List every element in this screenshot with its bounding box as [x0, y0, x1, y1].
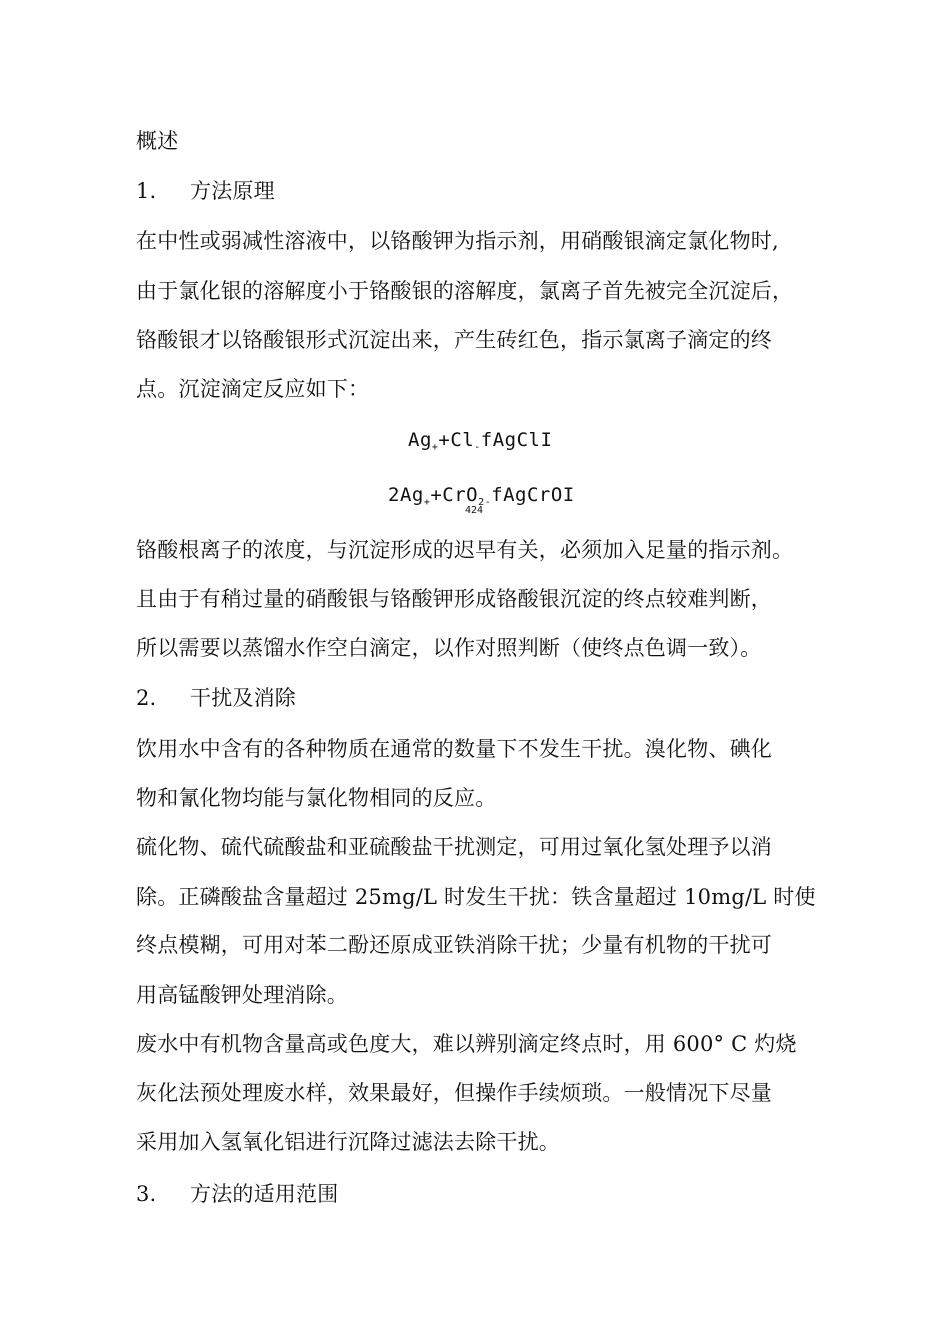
section-1-title: 方法原理 [190, 179, 275, 203]
p5-line-1: 废水中有机物含量高或色度大，难以辨别滴定终点时，用 600° C 灼烧 [136, 1032, 797, 1056]
eq2-subscript-digits: 424 [465, 505, 484, 516]
eq2-silver: 2Ag [388, 484, 424, 506]
eq2-chromate: +CrO [430, 484, 479, 506]
eq1-chloride: +Cl [438, 429, 475, 451]
p3-line-2: 物和氰化物均能与氯化物相同的反应。 [136, 786, 497, 810]
section-2-heading [136, 685, 296, 711]
section-1-number: 1. [136, 179, 157, 203]
p1-line-2: 由于氯化银的溶解度小于铬酸银的溶解度，氯离子首先被完全沉淀后， [136, 279, 794, 303]
p5-line-2: 灰化法预处理废水样，效果最好，但操作手续烦琐。一般情况下尽量 [136, 1081, 772, 1105]
eq1-silver-charge: + [431, 442, 439, 453]
eq1-silver: Ag [408, 429, 432, 451]
p5-line-3: 采用加入氢氧化铝进行沉降过滤法去除干扰。 [136, 1130, 560, 1154]
section-3-heading [136, 1181, 338, 1207]
eq2-product: fAgCrOI [491, 484, 575, 506]
p2-line-3: 所以需要以蒸馏水作空白滴定，以作对照判断（使终点色调一致）。 [136, 636, 762, 660]
p1-line-4: 点。沉淀滴定反应如下： [136, 377, 370, 401]
p1-line-1: 在中性或弱减性溶液中，以铬酸钾为指示剂，用硝酸银滴定氯化物时, [136, 229, 779, 253]
p4-line-4: 用高锰酸钾处理消除。 [136, 983, 348, 1007]
eq1-product: fAgClI [480, 429, 553, 451]
section-2-number: 2. [136, 686, 157, 710]
p2-line-1: 铬酸根离子的浓度，与沉淀形成的迟早有关，必须加入足量的指示剂。 [136, 538, 794, 562]
p4-line-1: 硫化物、硫代硫酸盐和亚硫酸盐干扰测定，可用过氧化氢处理予以消 [136, 835, 772, 859]
eq2-chromate-charge: 2- [478, 497, 492, 508]
eq2-silver-charge: + [423, 497, 431, 508]
p4-line-2: 除。正磷酸盐含量超过 25mg/L 时发生干扰：铁含量超过 10mg/L 时使 [136, 885, 816, 909]
section-2-title: 干扰及消除 [190, 686, 296, 710]
heading-overview: 概述 [136, 129, 179, 153]
section-1-heading [136, 178, 275, 204]
p1-line-3: 铬酸银才以铬酸银形式沉淀出来，产生砖红色，指示氯离子滴定的终 [136, 328, 772, 352]
p3-line-1: 饮用水中含有的各种物质在通常的数量下不发生干扰。溴化物、碘化 [136, 737, 772, 761]
section-3-number: 3. [136, 1182, 157, 1206]
eq1-chloride-charge: - [474, 442, 481, 453]
p2-line-2: 且由于有稍过量的硝酸银与铬酸钾形成铬酸银沉淀的终点较难判断， [136, 587, 772, 611]
p4-line-3: 终点模糊，可用对苯二酚还原成亚铁消除干扰；少量有机物的干扰可 [136, 933, 772, 957]
section-3-title: 方法的适用范围 [190, 1182, 339, 1206]
reaction-equation-1 [408, 428, 552, 456]
